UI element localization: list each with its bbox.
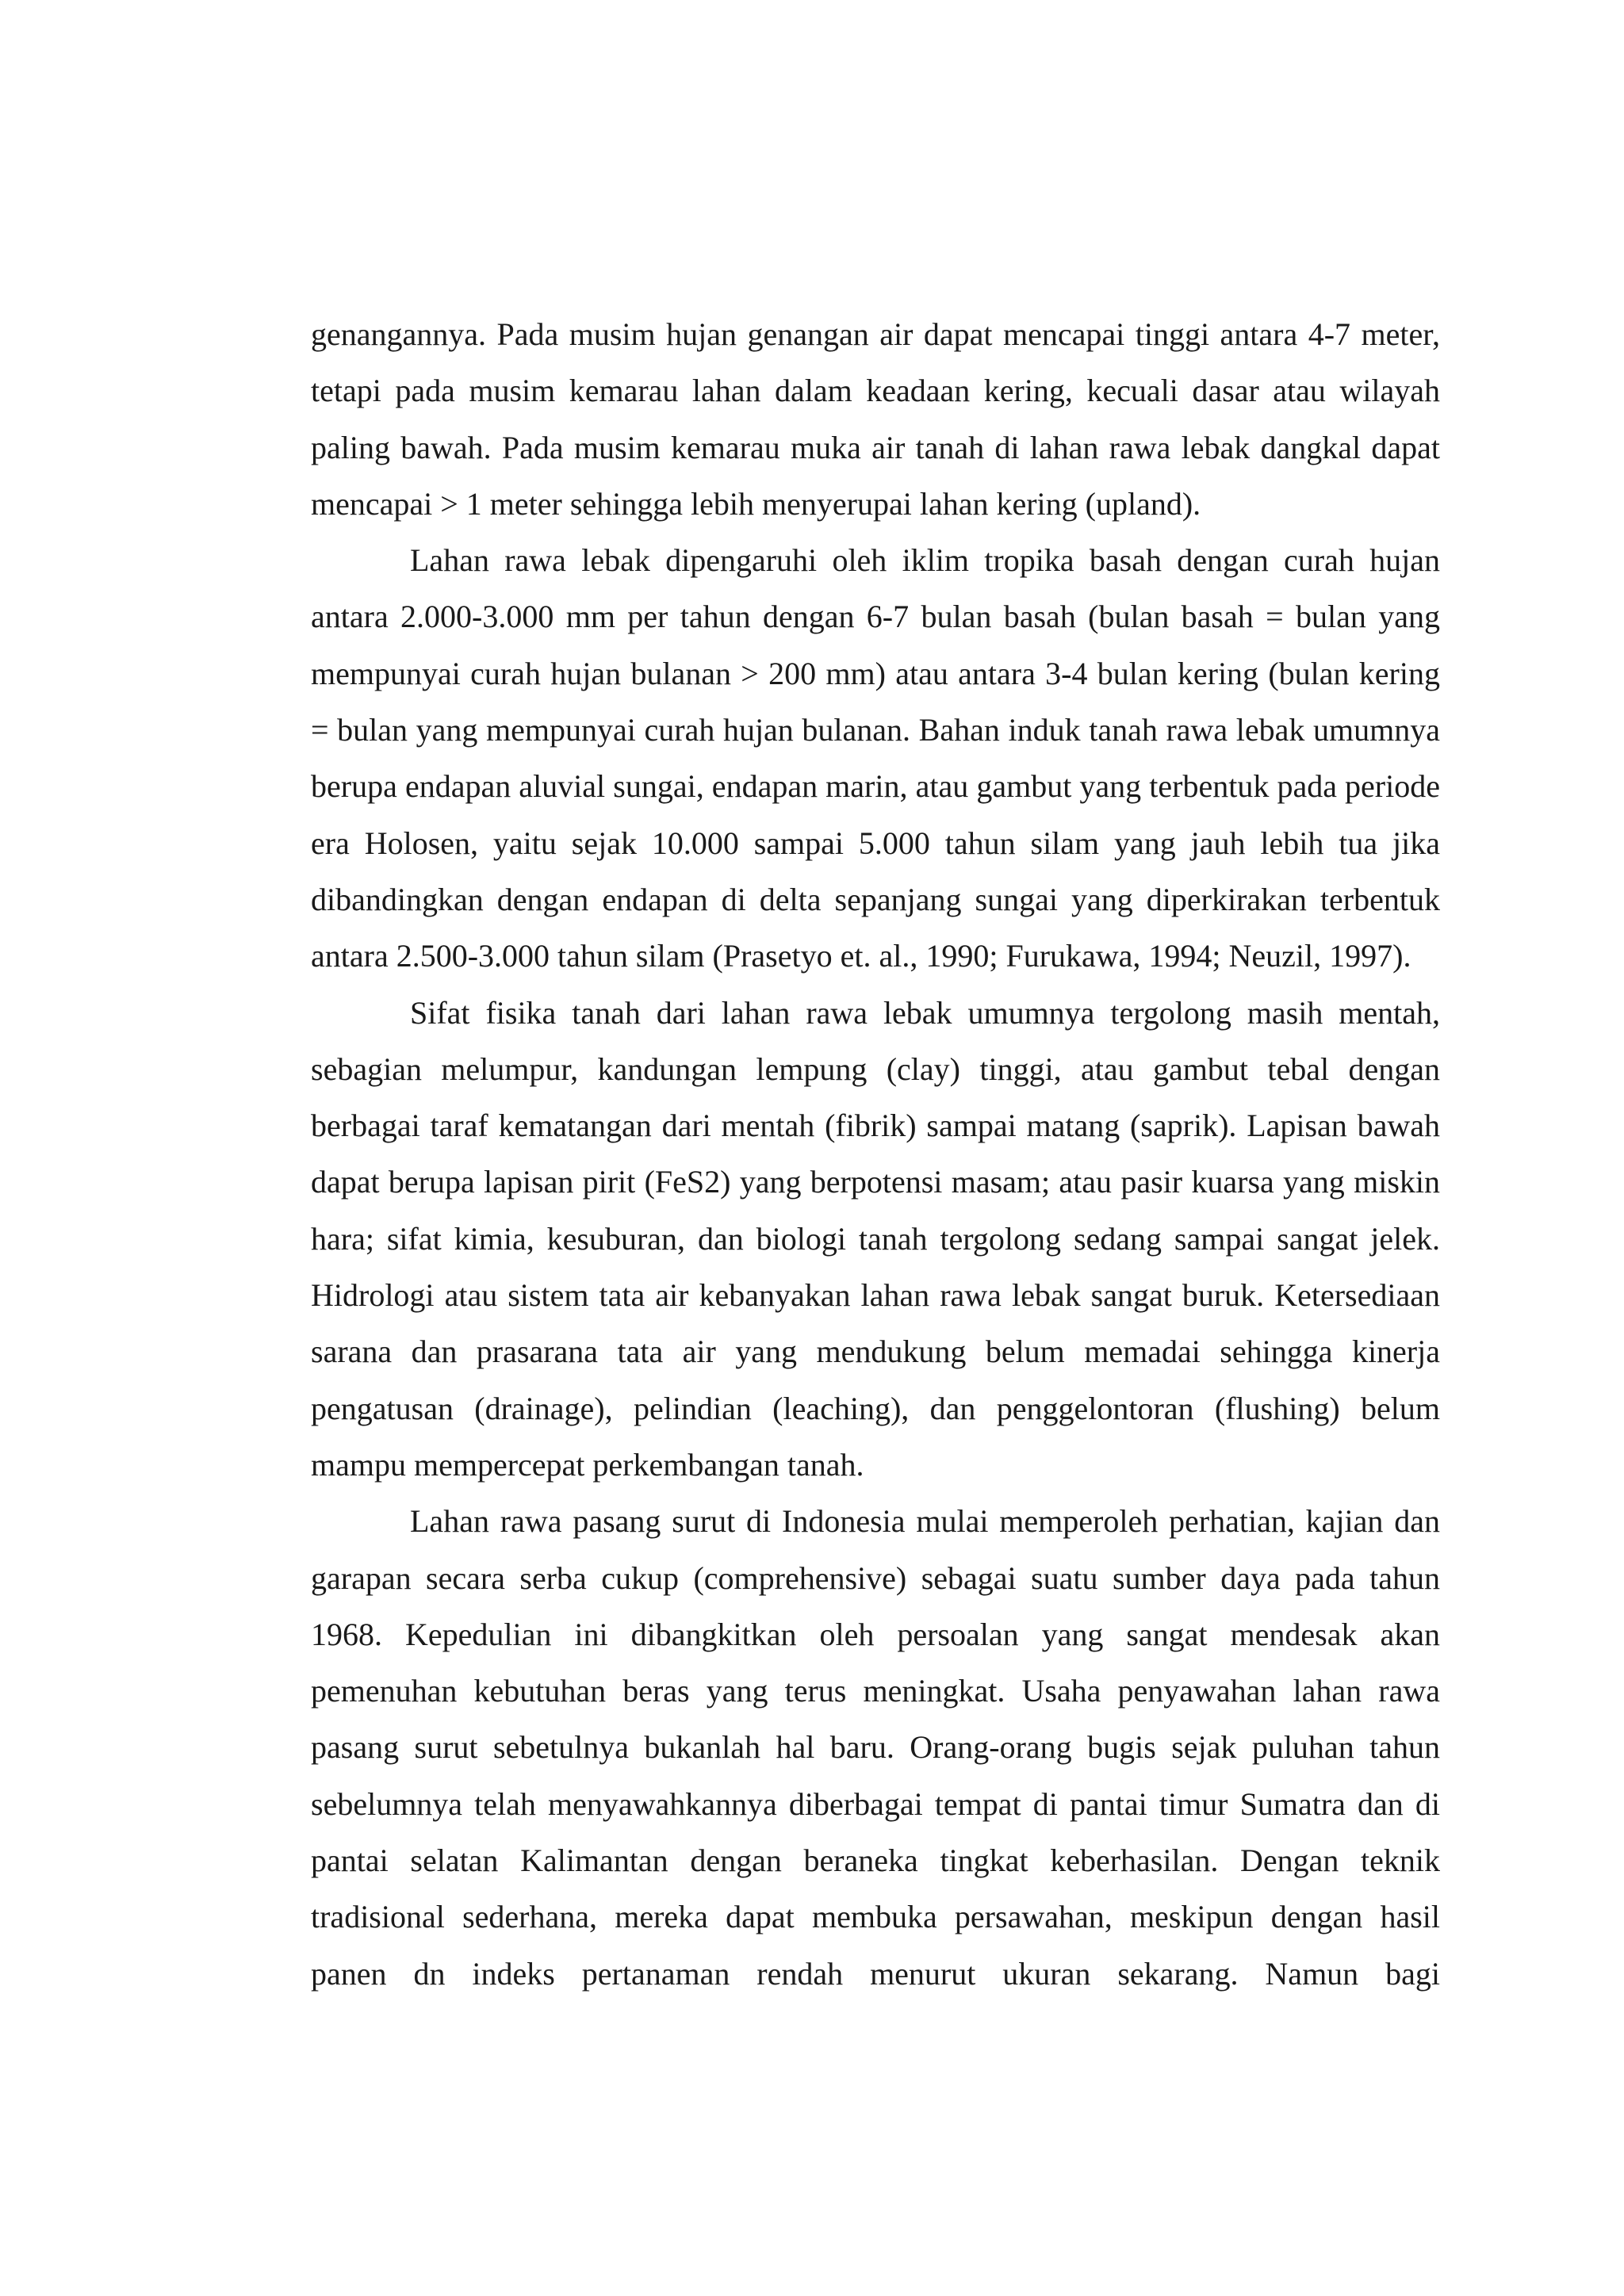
paragraph-4: Lahan rawa pasang surut di Indonesia mulai memperoleh perhatian, kajian dan garapan secara serba cukup (comprehensive) sebagai suatu sumber daya pada tahun 1968. Kepedulian ini dibangkitkan oleh persoalan yang sangat mendesak akan pemenuhan kebutuhan beras yang terus meningkat. Usaha penyawahan lahan rawa pasang surut sebetulnya bukanlah hal baru. Orang-orang bugis sejak puluhan tahun sebelumnya telah menyawahkannya diberbagai tempat di pantai timur Sumatra dan di pantai selatan Kalimantan dengan beraneka tingkat keberhasilan. Dengan teknik tradisional sederhana, mereka dapat membuka persawahan, meskipun dengan hasil panen dn indeks pertanaman rendah menurut ukuran sekarang. Namun bagi — [311, 1503, 1440, 1992]
paragraph-1: genangannya. Pada musim hujan genangan air dapat mencapai tinggi antara 4-7 meter, tetapi pada musim kemarau lahan dalam keadaan kering, kecuali dasar atau wilayah paling bawah. Pada musim kemarau muka air tanah di lahan rawa lebak dangkal dapat mencapai > 1 meter sehingga lebih menyerupai lahan kering (upland). — [311, 316, 1440, 522]
paragraph-2: Lahan rawa lebak dipengaruhi oleh iklim tropika basah dengan curah hujan antara 2.000-3.000 mm per tahun dengan 6-7 bulan basah (bulan basah = bulan yang mempunyai curah hujan bulanan > 200 mm) atau antara 3-4 bulan kering (bulan kering = bulan yang mempunyai curah hujan bulanan. Bahan induk tanah rawa lebak umumnya berupa endapan aluvial sungai, endapan marin, atau gambut yang terbentuk pada periode era Holosen, yaitu sejak 10.000 sampai 5.000 tahun silam yang jauh lebih tua jika dibandingkan dengan endapan di delta sepanjang sungai yang diperkirakan terbentuk antara 2.500-3.000 tahun silam (Prasetyo et. al., 1990; Furukawa, 1994; Neuzil, 1997). — [311, 542, 1440, 974]
body-text — [311, 306, 1440, 2002]
paragraph-3: Sifat fisika tanah dari lahan rawa lebak umumnya tergolong masih mentah, sebagian melumpur, kandungan lempung (clay) tinggi, atau gambut tebal dengan berbagai taraf kematangan dari mentah (fibrik) sampai matang (saprik). Lapisan bawah dapat berupa lapisan pirit (FeS2) yang berpotensi masam; atau pasir kuarsa yang miskin hara; sifat kimia, kesuburan, dan biologi tanah tergolong sedang sampai sangat jelek. Hidrologi atau sistem tata air kebanyakan lahan rawa lebak sangat buruk. Ketersediaan sarana dan prasarana tata air yang mendukung belum memadai sehingga kinerja pengatusan (drainage), pelindian (leaching), dan penggelontoran (flushing) belum mampu mempercepat perkembangan tanah. — [311, 994, 1440, 1483]
